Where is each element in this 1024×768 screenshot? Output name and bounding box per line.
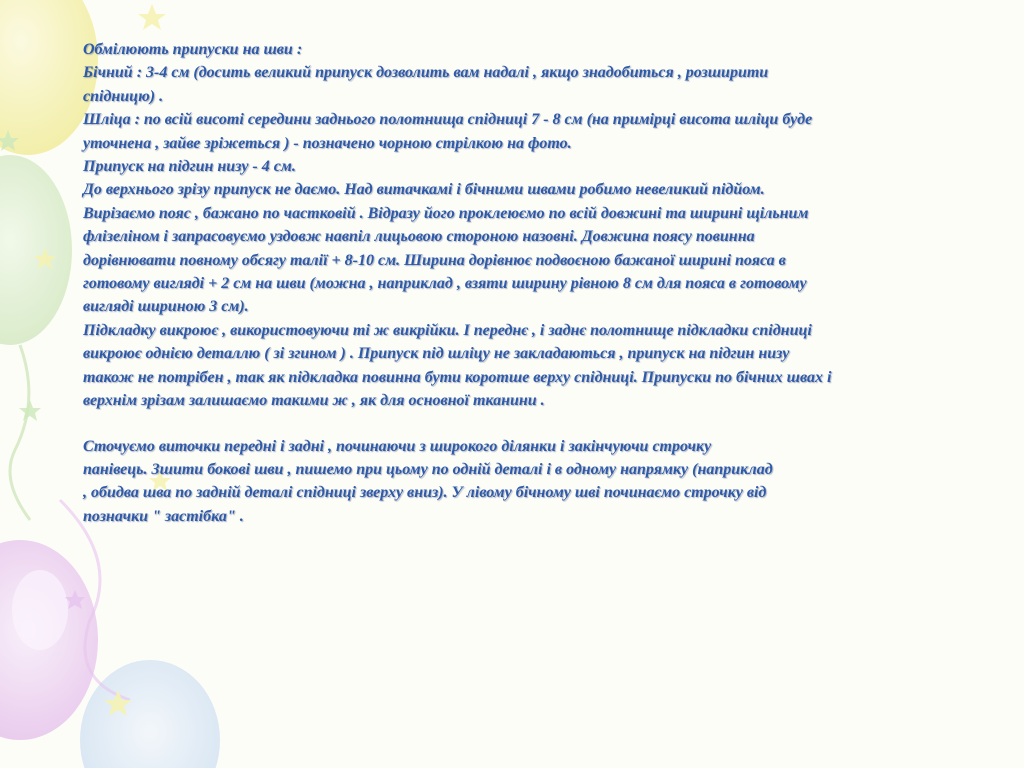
text-line: верхнім зрізам залишаємо такими ж , як для основної тканини . [83, 392, 545, 410]
text-line: вигляді шириною 3 см). [83, 298, 249, 316]
text-line: флізеліном і запрасовуємо уздовж навпіл лицьовою стороною назовні. Довжина поясу повинна [83, 228, 755, 246]
text-line: готовому вигляді + 2 см на шви (можна , наприклад , взяти ширину рівною 8 см для пояса в готовому [83, 275, 807, 293]
text-line: також не потрібен , так як підкладка повинна бути коротше верху спідниці. Припуски по бічних швах і [83, 368, 832, 386]
text-line: Шліца : по всій висоті середини заднього полотнища спідниці 7 - 8 см (на примірці висота шліци буде [83, 111, 813, 129]
text-line: Підкладку викроює , використовуючи ті ж викрійки. І переднє , і заднє полотнище підкладки спідниці [83, 321, 812, 339]
text-line: дорівнювати повному обсягу талії + 8-10 см. Ширина дорівнює подвоєною бажаної ширині пояса в [83, 251, 786, 269]
text-line: До верхнього зрізу припуск не даємо. Над витачкамі і бічними швами робимо невеликий підйом. [83, 181, 765, 199]
balloon-green [0, 155, 72, 345]
paragraph-spacer [83, 413, 1018, 435]
paragraph-group-2 [83, 435, 1018, 529]
text-line: уточнена , зайве зріжеться ) - позначено чорною стрілкою на фото. [83, 134, 572, 152]
slide-body-text [83, 38, 1018, 528]
balloon-blue [80, 660, 220, 768]
text-line: викроює однією деталлю ( зі згином ) . Припуск під шліцу не закладаються , припуск на підгин низу [83, 345, 790, 363]
text-line: позначки " застібка" . [83, 507, 244, 525]
text-line: Вирізаємо пояс , бажано по частковій . Відразу його проклеюємо по всій довжині та ширині щільним [83, 204, 809, 222]
text-line: Припуск на підгин низу - 4 см. [83, 158, 296, 176]
paragraph-group-1 [83, 38, 1018, 413]
text-line: Сточуємо виточки передні і задні , починаючи з широкого ділянки і закінчуючи строчку [83, 437, 712, 455]
text-line: панівець. Зшити бокові шви , пишемо при цьому по одній деталі і в одному напрямку (наприклад [83, 460, 773, 478]
text-line: , обидва шва по задній деталі спідниці зверху вниз). У лівому бічному шві починаємо строчку від [83, 484, 767, 502]
text-line: Бічний : 3-4 см (досить великий припуск дозволить вам надалі , якщо знадобиться , розширити [83, 64, 769, 82]
text-line: спідницю) . [83, 87, 164, 105]
text-line: Обмілюють припуски на шви : [83, 41, 303, 58]
